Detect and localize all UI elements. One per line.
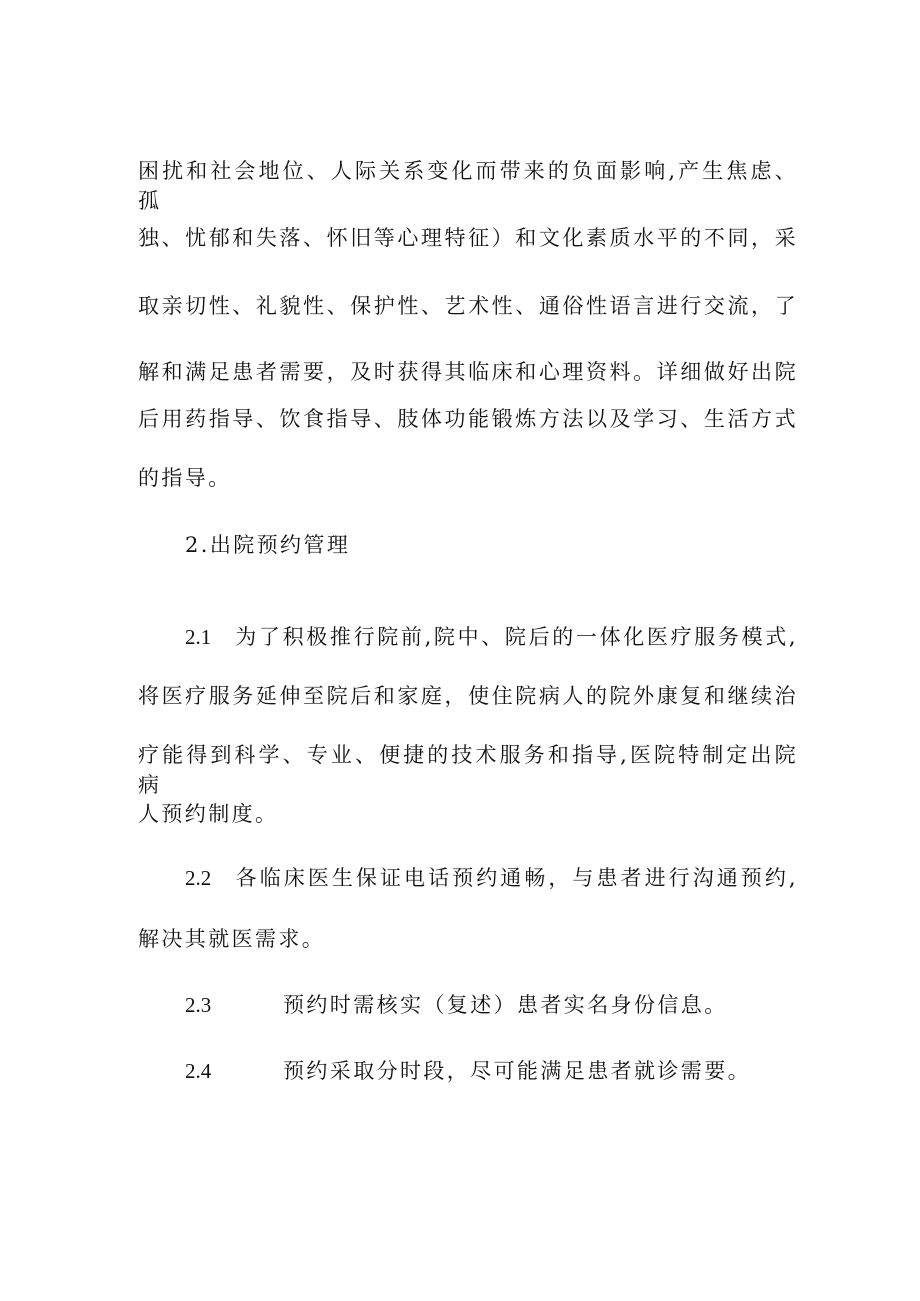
text-line: 将医疗服务延伸至院后和家庭，使住院病人的院外康复和继续治 <box>138 684 798 708</box>
text-line: 独、忧郁和失落、怀旧等心理特征）和文化素质水平的不同，采 <box>138 226 798 250</box>
text-line: 预约采取分时段，尽可能满足患者就诊需要。 <box>283 1059 751 1083</box>
clause-first-line <box>185 1056 798 1086</box>
section-heading: 2.出院预约管理 <box>185 533 351 557</box>
text-line: 疗能得到科学、专业、便捷的技术服务和指导,医院特制定出院病 <box>138 743 798 797</box>
clause-number: 2.2 <box>185 866 212 890</box>
clause-number: 2.1 <box>185 625 212 649</box>
text-line: 预约时需核实（复述）患者实名身份信息。 <box>283 993 728 1017</box>
text-line: 解决其就医需求。 <box>138 927 326 951</box>
clause-number: 2.3 <box>185 993 212 1017</box>
text-line: 困扰和社会地位、人际关系变化而带来的负面影响,产生焦虑、孤 <box>138 159 798 213</box>
text-line: 取亲切性、礼貌性、保护性、艺术性、通俗性语言进行交流，了 <box>138 294 798 318</box>
text-line: 为了积极推行院前,院中、院后的一体化医疗服务模式, <box>235 625 798 649</box>
text-line: 各临床医生保证电话预约通畅，与患者进行沟通预约, <box>235 866 798 890</box>
clause-first-line <box>185 622 798 652</box>
clause-first-line <box>185 990 798 1020</box>
text-line: 解和满足患者需要，及时获得其临床和心理资料。详细做好出院 <box>138 360 798 384</box>
text-line: 的指导。 <box>138 466 232 490</box>
clause-first-line <box>185 863 798 893</box>
clause-number: 2.4 <box>185 1059 212 1083</box>
text-line: 人预约制度。 <box>138 802 279 826</box>
text-line: 后用药指导、饮食指导、肢体功能锻炼方法以及学习、生活方式 <box>138 407 798 431</box>
